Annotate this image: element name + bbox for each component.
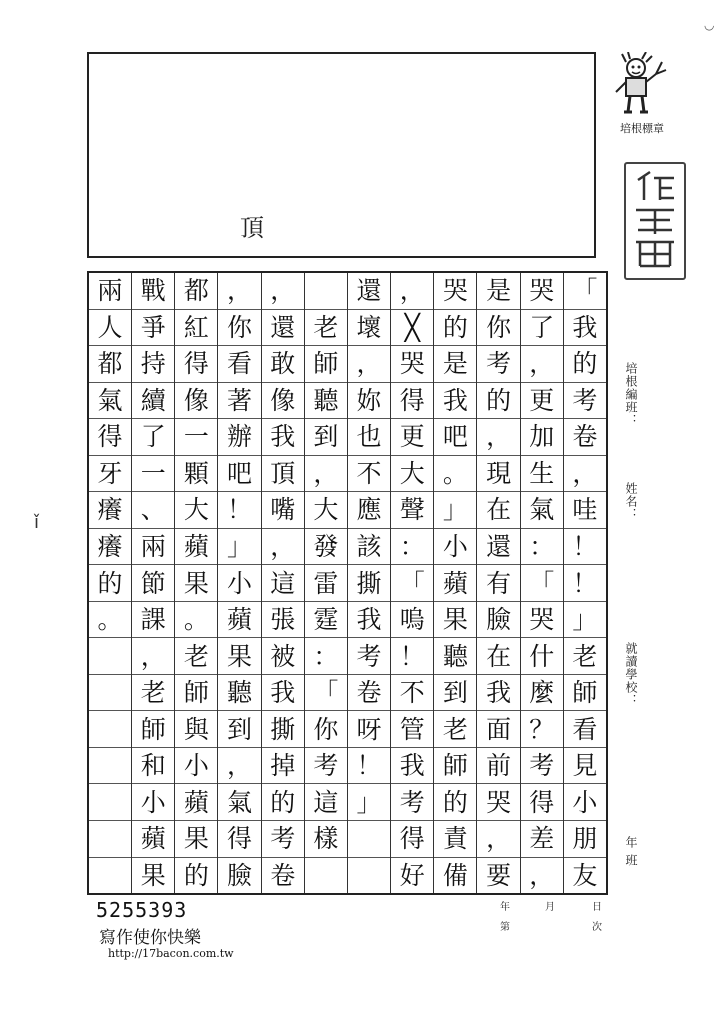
grid-cell: 戰 bbox=[132, 273, 174, 310]
grid-cell: 麼 bbox=[521, 675, 563, 712]
grid-cell: 大 bbox=[391, 456, 433, 493]
grid-cell: 差 bbox=[521, 821, 563, 858]
grid-cell: 好 bbox=[399, 860, 425, 890]
grid-cell: ： bbox=[391, 529, 433, 566]
grid-cell: 課 bbox=[132, 602, 174, 639]
grid-cell: 果 bbox=[140, 860, 166, 890]
grid-cell: 哭 bbox=[434, 273, 476, 310]
grid-cell: 聽 bbox=[434, 638, 476, 675]
grid-cell: 的 bbox=[434, 784, 476, 821]
date-year: 年 bbox=[500, 902, 510, 913]
grid-cell: 加 bbox=[521, 419, 563, 456]
grid-cell: 果 bbox=[218, 638, 260, 675]
grid-cell: 小 bbox=[132, 784, 174, 821]
grid-cell: 兩 bbox=[89, 273, 131, 310]
grid-cell: 這 bbox=[305, 784, 347, 821]
grid-cell: 現 bbox=[477, 456, 519, 493]
grid-cell: 哇 bbox=[564, 492, 606, 529]
grid-cell: 備 bbox=[442, 860, 468, 890]
comment-note: 頂 bbox=[240, 214, 264, 242]
grid-cell: 「 bbox=[564, 273, 606, 310]
grid-cell: 顆 bbox=[175, 456, 217, 493]
stamp-mark-icon bbox=[630, 170, 680, 272]
grid-cell: 壞 bbox=[348, 310, 390, 347]
grid-cell: ， bbox=[262, 529, 304, 566]
grid-cell: 都 bbox=[175, 273, 217, 310]
grid-cell: 我 bbox=[391, 748, 433, 785]
grid-cell: ， bbox=[521, 346, 563, 383]
grid-cell: 張 bbox=[262, 602, 304, 639]
grid-column bbox=[217, 273, 260, 893]
grid-cell: 癢 bbox=[89, 529, 131, 566]
grid-cell: 還 bbox=[348, 273, 390, 310]
grid-cell: 老 bbox=[434, 711, 476, 748]
grid-cell: ， bbox=[529, 860, 555, 890]
grid-cell: 卷 bbox=[270, 860, 296, 890]
grid-cell: 節 bbox=[132, 565, 174, 602]
grid-cell: ， bbox=[348, 346, 390, 383]
grid-cell: 妳 bbox=[348, 383, 390, 420]
grid-cell: 哭 bbox=[521, 602, 563, 639]
grid-cell bbox=[89, 858, 131, 894]
grid-cell: 這 bbox=[262, 565, 304, 602]
grid-cell: 「 bbox=[391, 565, 433, 602]
grid-cell: 哭 bbox=[391, 346, 433, 383]
grid-column bbox=[174, 273, 217, 893]
grid-cell: 持 bbox=[132, 346, 174, 383]
grid-cell: ， bbox=[391, 273, 433, 310]
grid-column bbox=[390, 273, 433, 893]
grid-column bbox=[433, 273, 476, 893]
grid-cell: 蘋 bbox=[218, 602, 260, 639]
grid-cell: 了 bbox=[521, 310, 563, 347]
grid-cell: 卷 bbox=[348, 675, 390, 712]
grid-cell: 的 bbox=[477, 383, 519, 420]
grid-cell: 敢 bbox=[262, 346, 304, 383]
grid-cell: 。 bbox=[89, 602, 131, 639]
grid-cell: ！ bbox=[391, 638, 433, 675]
grid-cell: 老 bbox=[132, 675, 174, 712]
grid-cell: ， bbox=[305, 456, 347, 493]
teacher-comment-box bbox=[87, 52, 596, 258]
grid-column bbox=[261, 273, 304, 893]
grid-cell: 是 bbox=[477, 273, 519, 310]
grid-cell: 我 bbox=[434, 383, 476, 420]
grid-cell: 考 bbox=[521, 748, 563, 785]
grid-cell: 蘋 bbox=[132, 821, 174, 858]
grid-cell bbox=[89, 711, 131, 748]
grid-cell: 到 bbox=[218, 711, 260, 748]
corner-mark: ◡ bbox=[704, 18, 715, 32]
margin-mark: ǐ bbox=[34, 512, 40, 533]
grid-cell: 考 bbox=[348, 638, 390, 675]
grid-cell: 見 bbox=[564, 748, 606, 785]
grid-cell bbox=[348, 821, 390, 858]
grid-cell: 、 bbox=[132, 492, 174, 529]
grid-cell bbox=[89, 748, 131, 785]
grid-cell: 蘋 bbox=[175, 529, 217, 566]
date-day: 日 bbox=[592, 902, 602, 913]
writing-grid bbox=[87, 271, 608, 895]
grid-cell: 蘋 bbox=[175, 784, 217, 821]
grid-cell: 了 bbox=[132, 419, 174, 456]
grid-cell: 得 bbox=[391, 383, 433, 420]
grid-cell: 我 bbox=[348, 602, 390, 639]
brand-number: 5255393 bbox=[96, 898, 188, 922]
grid-cell bbox=[89, 675, 131, 712]
grid-column bbox=[520, 273, 563, 893]
grid-cell: 你 bbox=[218, 310, 260, 347]
grade-label: 年 班 bbox=[624, 836, 638, 867]
grid-column bbox=[563, 273, 606, 893]
grid-cell: 考 bbox=[305, 748, 347, 785]
logo-caption: 培根標章 bbox=[620, 122, 664, 135]
grid-cell: 」 bbox=[348, 784, 390, 821]
grid-cell: 撕 bbox=[348, 565, 390, 602]
date-times: 次 bbox=[592, 922, 602, 933]
grid-cell: 兩 bbox=[132, 529, 174, 566]
grid-cell: 小 bbox=[434, 529, 476, 566]
grid-cell: 聽 bbox=[218, 675, 260, 712]
grid-cell: 掉 bbox=[262, 748, 304, 785]
grid-cell: 看 bbox=[218, 346, 260, 383]
name-label: 姓名： bbox=[624, 482, 638, 521]
grid-cell: 臉 bbox=[477, 602, 519, 639]
grid-cell: 考 bbox=[391, 784, 433, 821]
grid-cell: 你 bbox=[305, 711, 347, 748]
grid-cell: 果 bbox=[434, 602, 476, 639]
grid-cell: 考 bbox=[477, 346, 519, 383]
grid-cell: ！ bbox=[218, 492, 260, 529]
school-label: 就讀學校： bbox=[624, 642, 638, 707]
grid-cell: 到 bbox=[305, 419, 347, 456]
grid-cell: 「 bbox=[305, 675, 347, 712]
grid-cell bbox=[305, 858, 347, 894]
grid-cell: 是 bbox=[434, 346, 476, 383]
grid-column bbox=[89, 273, 131, 893]
grid-cell: 管 bbox=[391, 711, 433, 748]
grid-cell: 我 bbox=[262, 675, 304, 712]
grid-cell: 像 bbox=[262, 383, 304, 420]
grid-cell: 我 bbox=[564, 310, 606, 347]
class-label: 培根編班： bbox=[624, 362, 638, 427]
grid-cell bbox=[348, 858, 390, 894]
grid-cell: 的 bbox=[89, 565, 131, 602]
grid-cell: 考 bbox=[564, 383, 606, 420]
grid-cell: 更 bbox=[521, 383, 563, 420]
grid-cell: 一 bbox=[132, 456, 174, 493]
grid-cell: 」 bbox=[434, 492, 476, 529]
grid-cell: 續 bbox=[132, 383, 174, 420]
grid-cell: 小 bbox=[175, 748, 217, 785]
grid-cell: 的 bbox=[183, 860, 209, 890]
grid-cell: 大 bbox=[175, 492, 217, 529]
grid-cell: 」 bbox=[218, 529, 260, 566]
grid-cell: 一 bbox=[175, 419, 217, 456]
grid-cell: 得 bbox=[175, 346, 217, 383]
grid-cell: 」 bbox=[564, 602, 606, 639]
grid-cell: 聽 bbox=[305, 383, 347, 420]
grid-cell: 樣 bbox=[305, 821, 347, 858]
grid-cell: 氣 bbox=[521, 492, 563, 529]
grid-cell: 的 bbox=[262, 784, 304, 821]
grid-cell: 果 bbox=[175, 565, 217, 602]
grid-cell: 應 bbox=[348, 492, 390, 529]
grid-cell: 吧 bbox=[434, 419, 476, 456]
grid-cell: 生 bbox=[521, 456, 563, 493]
grid-cell: 看 bbox=[564, 711, 606, 748]
grid-cell: 的 bbox=[434, 310, 476, 347]
grid-cell bbox=[89, 784, 131, 821]
grid-cell: 著 bbox=[218, 383, 260, 420]
grid-cell: 有 bbox=[477, 565, 519, 602]
grid-cell: 師 bbox=[132, 711, 174, 748]
grid-cell: 臉 bbox=[227, 860, 253, 890]
grid-column bbox=[476, 273, 519, 893]
grid-cell: 在 bbox=[477, 492, 519, 529]
grid-cell bbox=[89, 821, 131, 858]
grid-cell: ！ bbox=[564, 565, 606, 602]
grid-cell: 我 bbox=[262, 419, 304, 456]
grid-cell: 小 bbox=[564, 784, 606, 821]
grid-column bbox=[304, 273, 347, 893]
grid-cell: ╳ bbox=[391, 310, 433, 347]
grid-cell: 到 bbox=[434, 675, 476, 712]
grid-cell: 和 bbox=[132, 748, 174, 785]
grid-cell: 得 bbox=[89, 419, 131, 456]
grid-cell: ， bbox=[218, 273, 260, 310]
grid-cell: 卷 bbox=[564, 419, 606, 456]
grid-cell: 嗚 bbox=[391, 602, 433, 639]
bacon-logo-icon bbox=[612, 52, 670, 118]
grid-cell: 師 bbox=[305, 346, 347, 383]
grid-cell: 牙 bbox=[89, 456, 131, 493]
grid-cell: 得 bbox=[391, 821, 433, 858]
grid-cell: 呀 bbox=[348, 711, 390, 748]
grid-cell: 與 bbox=[175, 711, 217, 748]
grid-cell: 責 bbox=[434, 821, 476, 858]
grid-cell: 霆 bbox=[305, 602, 347, 639]
grid-cell: ， bbox=[477, 821, 519, 858]
grid-cell: 該 bbox=[348, 529, 390, 566]
grid-cell: ， bbox=[132, 638, 174, 675]
grid-cell: ， bbox=[262, 273, 304, 310]
grid-cell: 聲 bbox=[391, 492, 433, 529]
grid-cell: 。 bbox=[175, 602, 217, 639]
grid-cell: 吧 bbox=[218, 456, 260, 493]
grid-cell: 我 bbox=[477, 675, 519, 712]
grid-cell: 你 bbox=[477, 310, 519, 347]
grid-column bbox=[347, 273, 390, 893]
grid-cell: 蘋 bbox=[434, 565, 476, 602]
grid-cell: 嘴 bbox=[262, 492, 304, 529]
grid-cell: 老 bbox=[305, 310, 347, 347]
grid-cell: 頂 bbox=[262, 456, 304, 493]
grid-cell: ！ bbox=[564, 529, 606, 566]
grid-cell: 。 bbox=[434, 456, 476, 493]
grid-cell: 撕 bbox=[262, 711, 304, 748]
grid-cell: 不 bbox=[391, 675, 433, 712]
grid-cell: 更 bbox=[391, 419, 433, 456]
grid-cell: 師 bbox=[564, 675, 606, 712]
brand-url: http://17bacon.com.tw bbox=[108, 947, 234, 960]
grid-cell bbox=[305, 273, 347, 310]
grid-cell: 「 bbox=[521, 565, 563, 602]
grid-cell: 辦 bbox=[218, 419, 260, 456]
grid-cell: 還 bbox=[477, 529, 519, 566]
grid-cell: 考 bbox=[262, 821, 304, 858]
grid-cell: 得 bbox=[218, 821, 260, 858]
grid-cell: 得 bbox=[521, 784, 563, 821]
grid-cell: 都 bbox=[89, 346, 131, 383]
grid-cell: 大 bbox=[305, 492, 347, 529]
grid-cell: 小 bbox=[218, 565, 260, 602]
grid-cell: 雷 bbox=[305, 565, 347, 602]
grid-cell: 果 bbox=[175, 821, 217, 858]
grid-cell: 老 bbox=[175, 638, 217, 675]
grid-cell bbox=[89, 638, 131, 675]
grid-cell: 師 bbox=[434, 748, 476, 785]
grid-cell: 氣 bbox=[218, 784, 260, 821]
grid-cell: 的 bbox=[564, 346, 606, 383]
grid-cell: 人 bbox=[89, 310, 131, 347]
date-order: 第 bbox=[500, 922, 510, 933]
grid-cell: 也 bbox=[348, 419, 390, 456]
grid-cell: 師 bbox=[175, 675, 217, 712]
grid-cell: 癢 bbox=[89, 492, 131, 529]
brand-slogan: 寫作使你快樂 bbox=[99, 928, 201, 948]
grid-cell: 面 bbox=[477, 711, 519, 748]
grid-cell: 什 bbox=[521, 638, 563, 675]
grid-cell: 還 bbox=[262, 310, 304, 347]
grid-cell: 友 bbox=[572, 860, 598, 890]
grid-cell: 不 bbox=[348, 456, 390, 493]
grid-cell: 像 bbox=[175, 383, 217, 420]
grid-cell: ！ bbox=[348, 748, 390, 785]
grid-cell: 朋 bbox=[564, 821, 606, 858]
grid-cell: 被 bbox=[262, 638, 304, 675]
grid-cell: 老 bbox=[564, 638, 606, 675]
grid-cell: 要 bbox=[486, 860, 512, 890]
grid-cell: ， bbox=[564, 456, 606, 493]
grid-cell: ？ bbox=[521, 711, 563, 748]
grid-cell: ， bbox=[477, 419, 519, 456]
grid-cell: 哭 bbox=[521, 273, 563, 310]
grid-cell: 紅 bbox=[175, 310, 217, 347]
grid-cell: 氣 bbox=[89, 383, 131, 420]
grid-cell: 哭 bbox=[477, 784, 519, 821]
grid-cell: 前 bbox=[477, 748, 519, 785]
grid-cell: 發 bbox=[305, 529, 347, 566]
date-month: 月 bbox=[545, 902, 555, 913]
grid-column bbox=[131, 273, 174, 893]
grid-cell: 在 bbox=[477, 638, 519, 675]
grid-cell: ， bbox=[218, 748, 260, 785]
grid-cell: 爭 bbox=[132, 310, 174, 347]
grid-cell: ： bbox=[305, 638, 347, 675]
grid-cell: ： bbox=[521, 529, 563, 566]
